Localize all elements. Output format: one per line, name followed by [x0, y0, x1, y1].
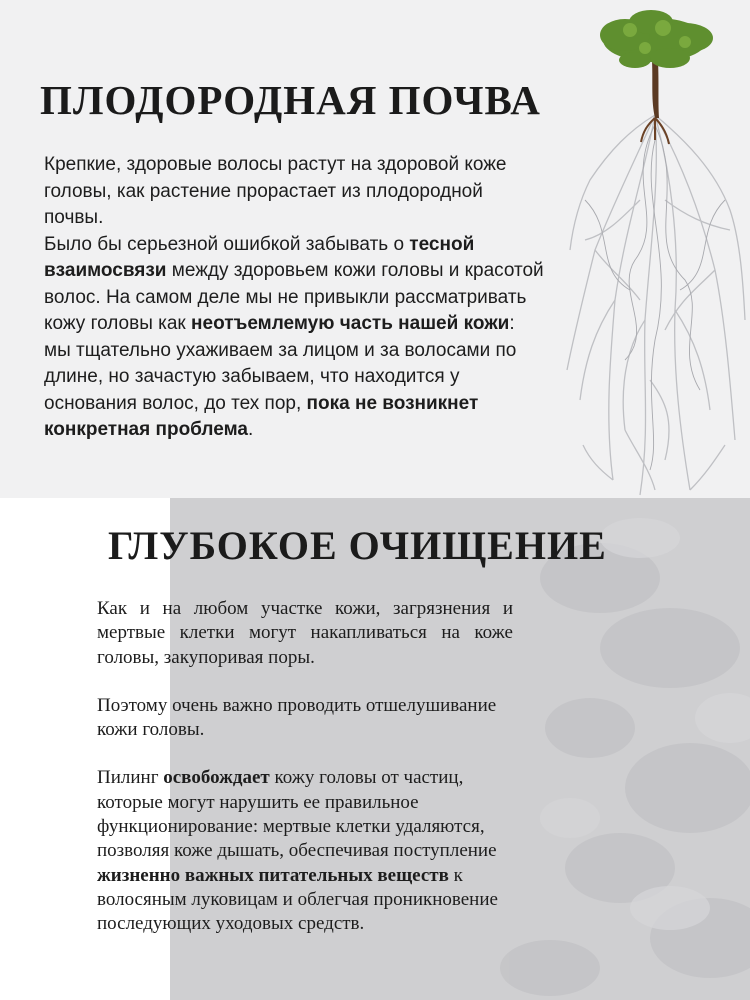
section1-para1: Крепкие, здоровые волосы растут на здоровой коже головы, как растение прорастает из плодородной почвы.	[44, 154, 507, 228]
text-span: Было бы серьезной ошибкой забывать о	[44, 233, 410, 255]
bold-span: освобождает	[163, 767, 270, 789]
section1-body	[44, 152, 544, 444]
text-span: между здоровьем кожи головы и красотой волос. На самом деле мы не привыкли рассматривать кожу головы как	[44, 260, 544, 334]
bold-span: тесной взаимосвязи	[44, 233, 475, 281]
section2-para2: Поэтому очень важно проводить отшелушивание кожи головы.	[97, 694, 497, 741]
section2-para3	[97, 766, 513, 936]
tree-with-roots-icon	[555, 0, 750, 500]
text-span: Пилинг	[97, 767, 164, 789]
text-span: к волосяным луковицам и облегчая проникновение последующих уходовых средств.	[97, 864, 498, 935]
section2-para1: Как и на любом участке кожи, загрязнения и мертвые клетки могут накапливаться на коже головы, закупоривая поры.	[97, 598, 513, 668]
bold-span: пока не возникнет конкретная проблема	[44, 392, 479, 440]
section1-title: ПЛОДОРОДНАЯ ПОЧВА	[40, 77, 541, 123]
section2-body	[97, 597, 513, 961]
text-span: кожу головы от частиц, которые могут нарушить ее правильное функционирование: мертвые клетки удаляются, позволяя коже дышать, обеспечивая поступление	[97, 767, 497, 862]
bold-span: жизненно важных питательных веществ	[97, 864, 449, 886]
bold-span: неотъемлемую часть нашей кожи	[191, 313, 510, 334]
text-span: : мы тщательно ухаживаем за лицом и за волосами по длине, но зачастую забываем, что находится у основания волос, до тех пор,	[44, 313, 517, 414]
section1-para2	[44, 232, 544, 444]
text-span: .	[247, 419, 254, 440]
section2-title: ГЛУБОКОЕ ОЧИЩЕНИЕ	[108, 523, 607, 568]
